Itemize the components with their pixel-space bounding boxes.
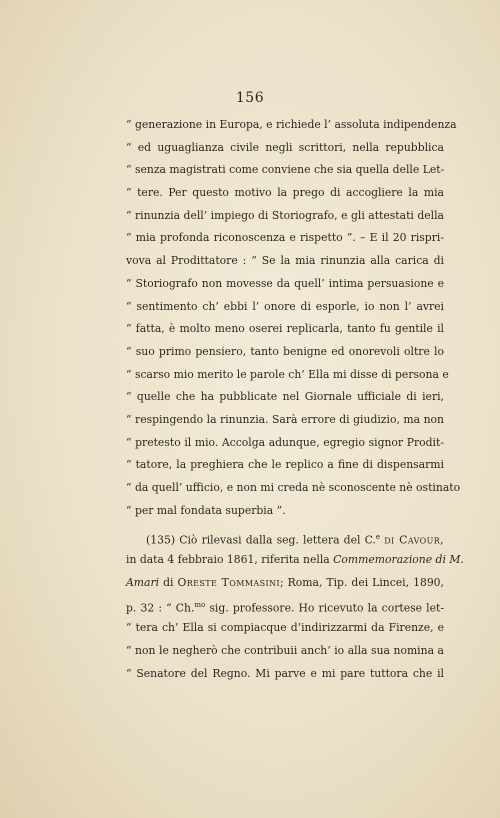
author-name: Oreste Tommasini (177, 575, 280, 589)
footnote-line: “ Senatore del Regno. Mi parve e mi pare tuttora che il (126, 666, 444, 680)
text-line: “ da quell’ ufficio, e non mi creda nè sconoscente nè ostinato (126, 481, 461, 494)
footnote-line: “ tera ch’ Ella si compiacque d’indirizzarmi da Firenze, e (126, 621, 444, 635)
text-line: “ per mal fondata superbia ”. (126, 503, 286, 517)
text-line: “ tatore, la preghiera che le replico a fine di dispensarmi (126, 458, 444, 472)
text-line: vova al Prodittatore : “ Se la mia rinunzia alla carica di (126, 254, 444, 268)
text-line: “ sentimento ch’ ebbi l’ onore di esporle, io non l’ avrei (126, 299, 444, 313)
footnote-line: “ non le negherò che contribuii anch’ io alla sua nomina a (126, 643, 444, 657)
text-line: “ fatta, è molto meno oserei replicarla, tanto fu gentile il (126, 322, 444, 336)
text-line: “ ed uguaglianza civile negli scrittori, nella repubblica (126, 140, 444, 154)
footnote-line: p. 32 : “ Ch.$^{mo}$ sig. professore. Ho ricevuto la cortese let- (126, 601, 444, 616)
text-line: “ scarso mio merito le parole ch’ Ella mi disse di persona e (126, 367, 449, 381)
text-line: “ Storiografo non movesse da quell’ intima persuasione e (126, 276, 444, 290)
text-line: “ suo primo pensiero, tanto benigne ed onorevoli oltre lo (126, 344, 444, 358)
text-line: “ mia profonda riconoscenza e rispetto ”. – E il 20 rispri- (126, 231, 444, 245)
footnote-line: Amari di Oreste Tommasini; Roma, Tip. dei Lincei, 1890, (126, 575, 444, 589)
book-title: Commemorazione di M. (333, 553, 464, 567)
footnote-line: (135) Ciò rilevasi dalla seg. lettera del C.$^e$ di Cavour, (146, 533, 445, 547)
text-line: “ respingendo la rinunzia. Sarà errore di giudizio, ma non (126, 412, 444, 426)
text-line: “ pretesto il mio. Accolga adunque, egregio signor Prodit- (126, 435, 444, 449)
text-line: “ tere. Per questo motivo la prego di accogliere la mia (126, 186, 444, 200)
footnote-line: in data 4 febbraio 1861, riferita nella Commemorazione di M. (126, 553, 464, 567)
text-line: “ generazione in Europa, e richiede l’ assoluta indipendenza (126, 118, 457, 131)
text-line: “ senza magistrati come conviene che sia quella delle Let- (126, 163, 445, 177)
text-line: “ quelle che ha pubblicate nel Giornale ufficiale di ieri, (126, 390, 444, 404)
name-cavour: di Cavour, (384, 533, 445, 547)
page-number: 156 (235, 90, 265, 106)
body-text (126, 114, 464, 685)
text-line: “ rinunzia dell’ impiego di Storiografo, e gli attestati della (126, 208, 444, 222)
